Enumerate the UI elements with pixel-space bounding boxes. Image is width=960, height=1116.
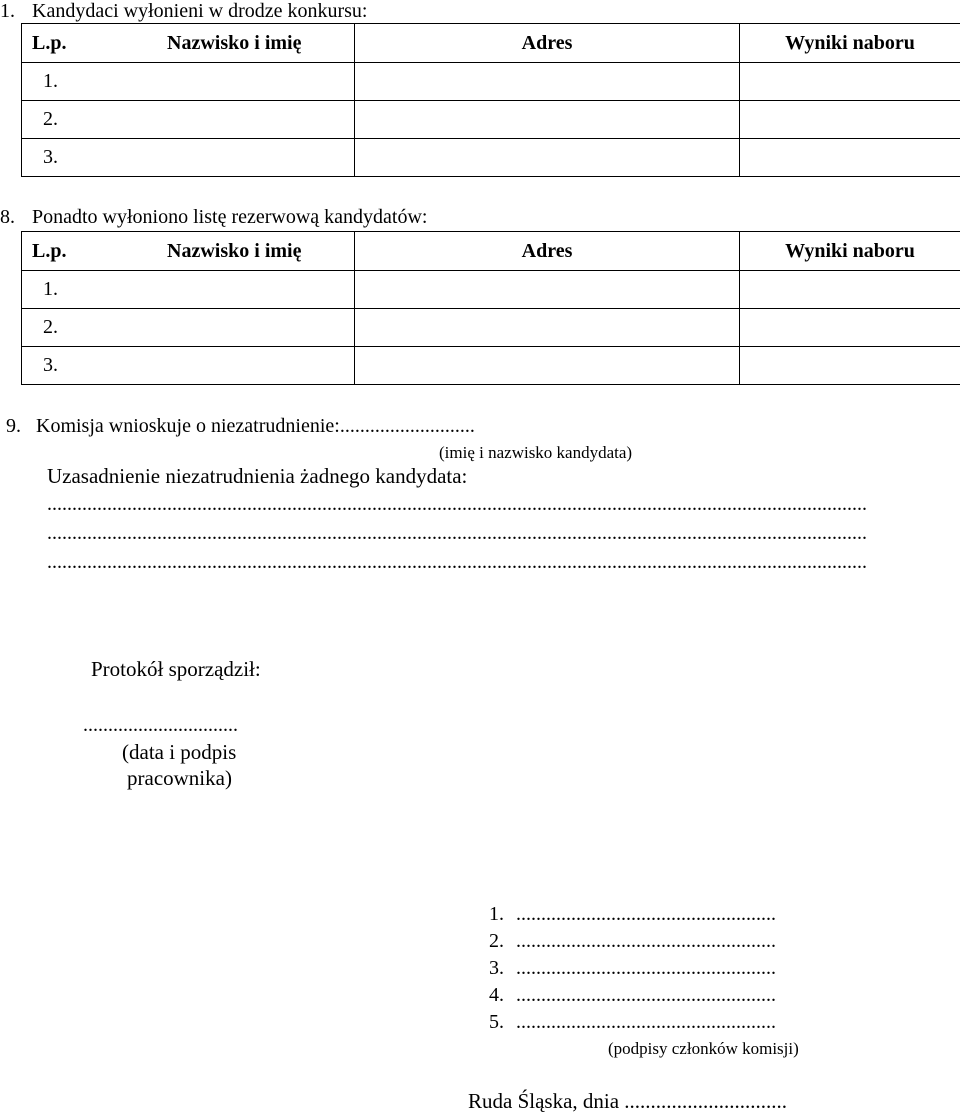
table-row bbox=[22, 347, 960, 385]
justification-line-2[interactable]: .................................................................................................................................................................... bbox=[47, 522, 867, 544]
results-cell[interactable] bbox=[740, 101, 960, 139]
row-number: 2. bbox=[22, 309, 115, 347]
signature-line-3[interactable] bbox=[489, 957, 776, 980]
signature-line-5[interactable] bbox=[489, 1011, 776, 1034]
candidate-name-caption: (imię i nazwisko kandydata) bbox=[439, 443, 633, 462]
signature-number: 2. bbox=[489, 930, 504, 952]
signature-line-4[interactable] bbox=[489, 984, 776, 1007]
signature-dots: .................................................... bbox=[516, 903, 776, 925]
signature-number: 4. bbox=[489, 984, 504, 1006]
header-address: Adres bbox=[355, 24, 740, 63]
section-9-number: 9. bbox=[6, 415, 21, 437]
signature-line-2[interactable] bbox=[489, 930, 776, 953]
table-row bbox=[22, 63, 960, 101]
results-cell[interactable] bbox=[740, 63, 960, 101]
signature-number: 1. bbox=[489, 903, 504, 925]
address-cell[interactable] bbox=[355, 101, 740, 139]
candidates-table bbox=[21, 23, 960, 177]
signature-dots: .................................................... bbox=[516, 984, 776, 1006]
place-date[interactable]: Ruda Śląska, dnia ............................... bbox=[468, 1089, 788, 1113]
row-number: 3. bbox=[22, 347, 115, 385]
address-cell[interactable] bbox=[355, 309, 740, 347]
header-name: Nazwisko i imię bbox=[115, 24, 355, 63]
section-1-heading bbox=[0, 0, 367, 23]
protocol-signature-line[interactable]: ............................... bbox=[83, 714, 238, 736]
signatures-caption: (podpisy członków komisji) bbox=[608, 1039, 799, 1058]
reserve-list-table bbox=[21, 231, 960, 385]
table-header-row bbox=[22, 232, 960, 271]
signature-number: 5. bbox=[489, 1011, 504, 1033]
section-1-title: Kandydaci wyłonieni w drodze konkursu: bbox=[32, 0, 368, 22]
signature-dots: .................................................... bbox=[516, 930, 776, 952]
results-cell[interactable] bbox=[740, 271, 960, 309]
section-9-heading bbox=[6, 415, 475, 438]
header-results: Wyniki naboru bbox=[740, 24, 960, 63]
address-cell[interactable] bbox=[355, 347, 740, 385]
results-cell[interactable] bbox=[740, 309, 960, 347]
section-8-title: Ponadto wyłoniono listę rezerwową kandydatów: bbox=[32, 206, 428, 228]
row-number: 1. bbox=[22, 271, 115, 309]
header-lp: L.p. bbox=[22, 24, 115, 63]
name-cell[interactable] bbox=[115, 347, 355, 385]
section-8-heading bbox=[0, 206, 427, 229]
protocol-caption-1: (data i podpis bbox=[122, 740, 237, 764]
row-number: 3. bbox=[22, 139, 115, 177]
name-cell[interactable] bbox=[115, 101, 355, 139]
protocol-label: Protokół sporządził: bbox=[91, 657, 261, 681]
row-number: 1. bbox=[22, 63, 115, 101]
justification-line-1[interactable]: .................................................................................................................................................................... bbox=[47, 493, 867, 515]
address-cell[interactable] bbox=[355, 271, 740, 309]
header-name: Nazwisko i imię bbox=[115, 232, 355, 271]
address-cell[interactable] bbox=[355, 139, 740, 177]
signature-line-1[interactable] bbox=[489, 903, 776, 926]
justification-label: Uzasadnienie niezatrudnienia żadnego kandydata: bbox=[47, 464, 468, 488]
header-address: Adres bbox=[355, 232, 740, 271]
name-cell[interactable] bbox=[115, 139, 355, 177]
signature-dots: .................................................... bbox=[516, 957, 776, 979]
results-cell[interactable] bbox=[740, 347, 960, 385]
table-row bbox=[22, 271, 960, 309]
row-number: 2. bbox=[22, 101, 115, 139]
justification-line-3[interactable]: .................................................................................................................................................................... bbox=[47, 551, 867, 573]
header-lp: L.p. bbox=[22, 232, 115, 271]
address-cell[interactable] bbox=[355, 63, 740, 101]
table-row bbox=[22, 309, 960, 347]
signature-number: 3. bbox=[489, 957, 504, 979]
section-8-number: 8. bbox=[0, 206, 15, 228]
name-cell[interactable] bbox=[115, 309, 355, 347]
table-row bbox=[22, 139, 960, 177]
section-1-number: 1. bbox=[0, 0, 15, 22]
section-9-title: Komisja wnioskuje o niezatrudnienie:........................... bbox=[36, 415, 475, 437]
header-results: Wyniki naboru bbox=[740, 232, 960, 271]
table-row bbox=[22, 101, 960, 139]
table-header-row bbox=[22, 24, 960, 63]
name-cell[interactable] bbox=[115, 271, 355, 309]
name-cell[interactable] bbox=[115, 63, 355, 101]
results-cell[interactable] bbox=[740, 139, 960, 177]
protocol-caption-2: pracownika) bbox=[127, 766, 232, 790]
signature-dots: .................................................... bbox=[516, 1011, 776, 1033]
